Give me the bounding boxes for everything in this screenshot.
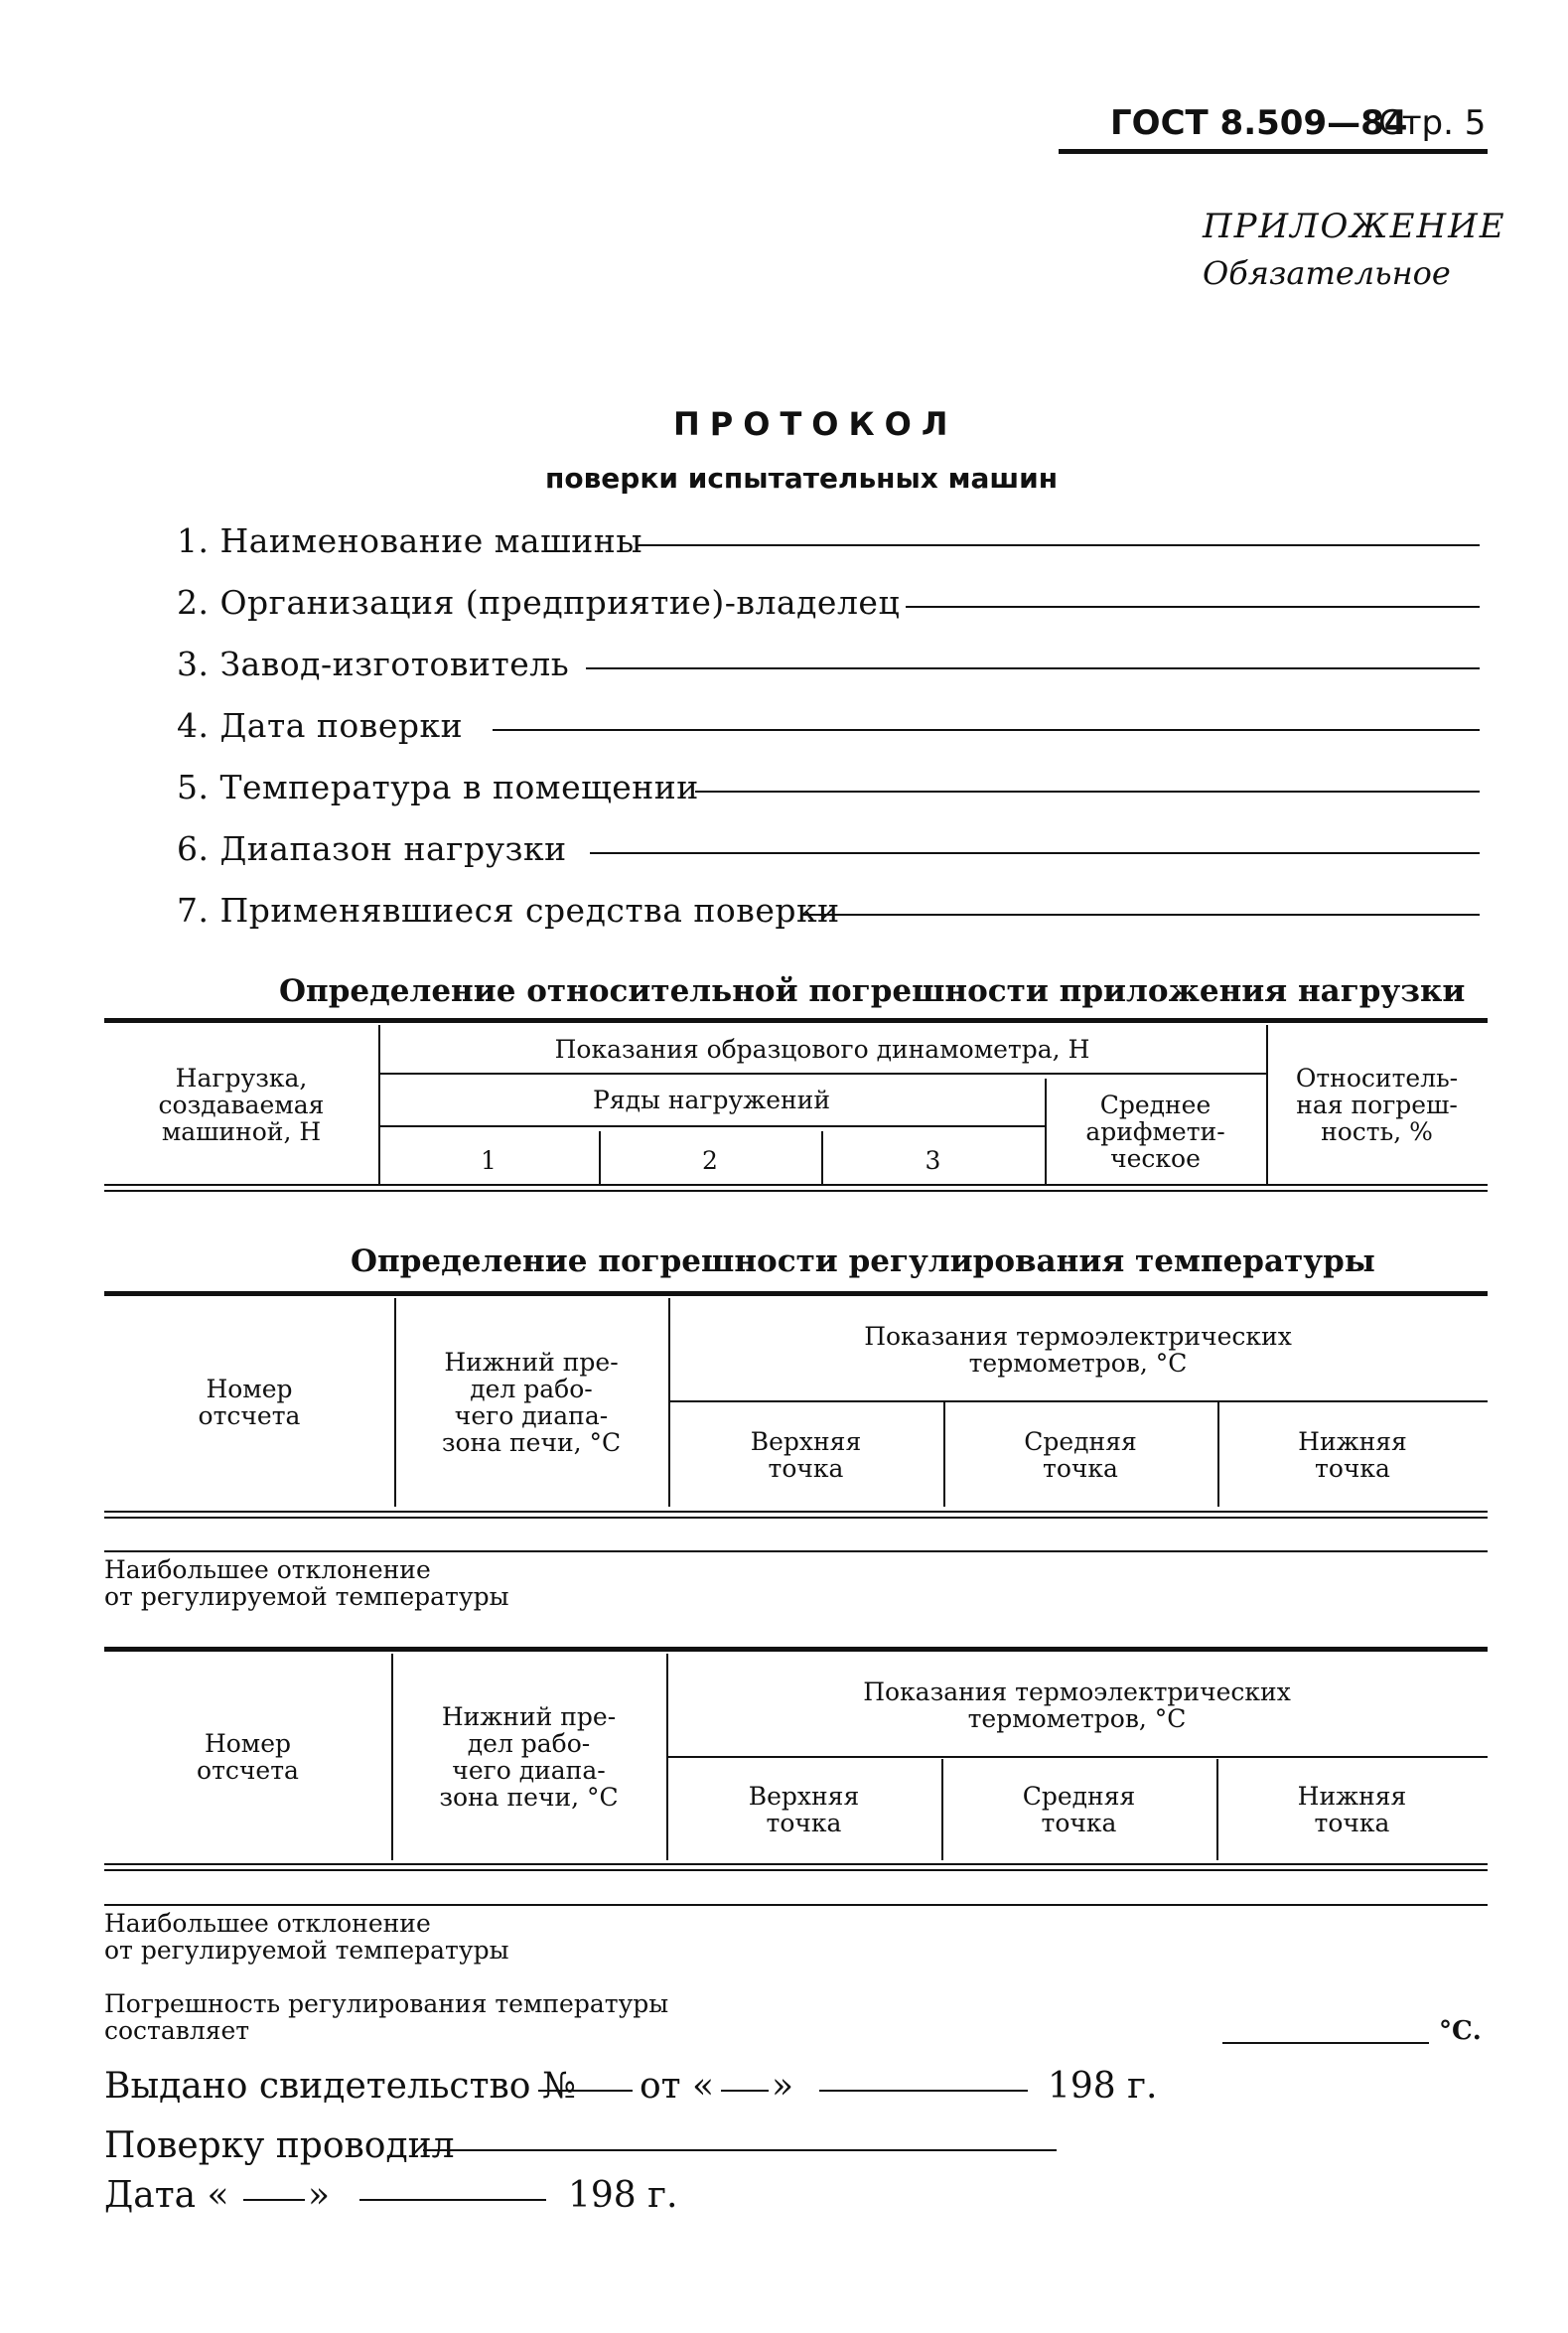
- temp1-col-middle-point: Средняя точка: [1024, 1426, 1137, 1483]
- load-col-header: Ряды нагружений: [593, 1086, 830, 1114]
- temp2-col-number: Номер отсчета: [197, 1729, 299, 1785]
- regulation-error-label: Погрешность регулирования температуры составляет: [104, 1989, 669, 2045]
- temp1-col-lower-limit: Нижний пре- дел рабо- чего диапа- зона печи, °С: [441, 1348, 622, 1457]
- temp1-max-deviation: Наибольшее отклонение от регулируемой температуры: [104, 1555, 509, 1611]
- fill-line-verification-date[interactable]: [493, 729, 1480, 731]
- date-label: Дата «: [104, 2175, 229, 2216]
- temp1-col-number: Номер отсчета: [198, 1375, 301, 1430]
- temp1-col-top-point: Верхняя точка: [750, 1426, 862, 1483]
- load-table-top-rule: [104, 1018, 1488, 1023]
- item-verification-means: 7. Применявшиеся средства поверки: [177, 891, 840, 930]
- fill-line-certificate-number[interactable]: [538, 2090, 633, 2092]
- temp2-max-deviation: Наибольшее отклонение от регулируемой температуры: [104, 1909, 509, 1965]
- certificate-close-quote: »: [772, 2066, 794, 2107]
- temp2-col-readings: Показания термоэлектрических термометров, °С: [863, 1677, 1291, 1733]
- temp-table-1-top-rule: [104, 1291, 1488, 1296]
- certificate-year: 198 г.: [1048, 2066, 1158, 2107]
- temp-table-1-deviation-rule: [104, 1550, 1488, 1552]
- fill-line-owner[interactable]: [906, 606, 1480, 608]
- load-series-number: 1: [481, 1146, 497, 1175]
- temp2-col-top-point: Верхняя точка: [748, 1782, 860, 1837]
- load-table-rule: [378, 1125, 1045, 1127]
- unit-celsius: °С.: [1439, 2016, 1482, 2046]
- item-room-temperature: 5. Температура в помещении: [177, 768, 699, 806]
- temp-table-1-bottom-rule: [104, 1511, 1488, 1519]
- temp1-col-bottom-point: Нижняя точка: [1298, 1426, 1407, 1483]
- item-verification-date: 4. Дата поверки: [177, 706, 464, 745]
- temp-table-2-deviation-rule: [104, 1904, 1488, 1906]
- temp2-col-lower-limit: Нижний пре- дел рабо- чего диапа- зона печи, °С: [439, 1702, 619, 1812]
- temp-table-2-rule: [666, 1756, 1488, 1758]
- temp2-col-bottom-point: Нижняя точка: [1297, 1782, 1407, 1837]
- header-rule: [1059, 149, 1488, 154]
- fill-line-verification-means[interactable]: [802, 914, 1480, 916]
- item-load-range: 6. Диапазон нагрузки: [177, 829, 567, 868]
- temp2-col-middle-point: Средняя точка: [1022, 1782, 1136, 1837]
- load-table-bottom-rule: [104, 1184, 1488, 1192]
- date-close-quote: »: [308, 2175, 331, 2216]
- temp1-col-readings: Показания термоэлектрических термометров, °С: [864, 1321, 1292, 1378]
- fill-line-room-temperature[interactable]: [695, 791, 1480, 793]
- fill-line-certificate-day[interactable]: [721, 2090, 769, 2092]
- item-manufacturer: 3. Завод-изготовитель: [177, 645, 570, 683]
- protocol-title: ПРОТОКОЛ: [673, 405, 958, 443]
- appendix-status: Обязательное: [1203, 254, 1451, 292]
- temp-section-title: Определение погрешности регулирования температуры: [351, 1243, 1375, 1279]
- item-owner: 2. Организация (предприятие)-владелец: [177, 583, 901, 622]
- fill-line-manufacturer[interactable]: [586, 667, 1480, 669]
- certificate-label: Выдано свидетельство №: [104, 2066, 576, 2107]
- protocol-subtitle: поверки испытательных машин: [545, 462, 1059, 495]
- page-number: Стр. 5: [1378, 103, 1487, 143]
- load-col-header: Показания образцового динамометра, Н: [554, 1034, 1090, 1064]
- load-series-number: 2: [702, 1146, 718, 1175]
- load-col-header: Относитель- ная погреш- ность, %: [1295, 1063, 1459, 1146]
- load-col-header: Среднее арифмети- ческое: [1085, 1090, 1225, 1173]
- fill-line-date-month[interactable]: [359, 2199, 546, 2201]
- fill-line-machine-name[interactable]: [638, 544, 1480, 546]
- standard-number: ГОСТ 8.509—84: [1110, 103, 1408, 143]
- fill-line-verifier[interactable]: [423, 2149, 1057, 2151]
- item-machine-name: 1. Наименование машины: [177, 521, 643, 560]
- verifier-label: Поверку проводил: [104, 2125, 455, 2166]
- load-series-number: 3: [925, 1146, 941, 1175]
- appendix-title: ПРИЛОЖЕНИЕ: [1203, 207, 1506, 246]
- temp-table-2-bottom-rule: [104, 1863, 1488, 1871]
- certificate-from: от «: [640, 2066, 715, 2107]
- fill-line-certificate-month[interactable]: [819, 2090, 1028, 2092]
- load-table-title: Определение относительной погрешности приложения нагрузки: [279, 973, 1466, 1009]
- date-year: 198 г.: [568, 2175, 678, 2216]
- fill-line-date-day[interactable]: [243, 2199, 305, 2201]
- temp-table-2-top-rule: [104, 1647, 1488, 1652]
- load-col-header: Нагрузка, создаваемая машиной, Н: [158, 1063, 325, 1146]
- fill-line-load-range[interactable]: [590, 852, 1480, 854]
- fill-line-regulation-error[interactable]: [1222, 2042, 1429, 2044]
